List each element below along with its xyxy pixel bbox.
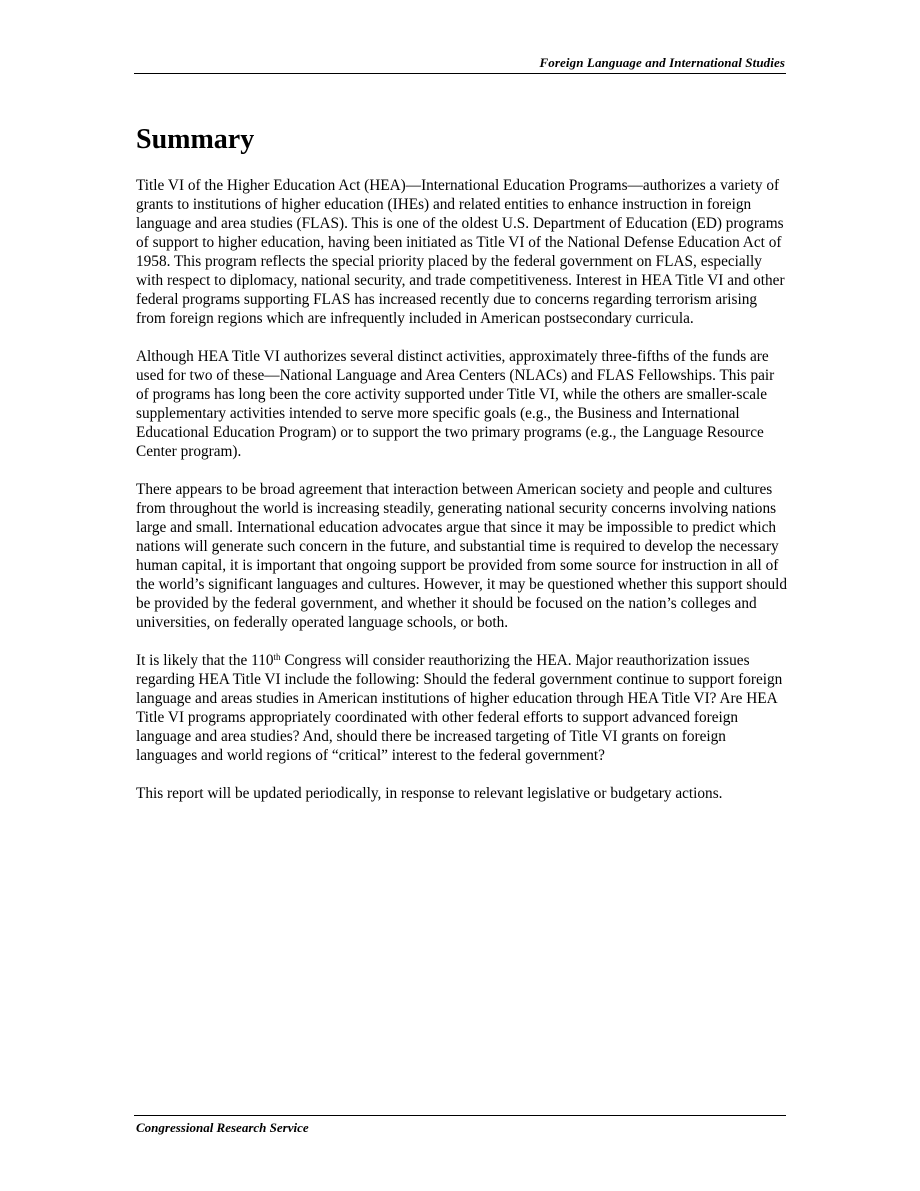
summary-paragraph-1: Title VI of the Higher Education Act (HEA)—International Education Programs—authorizes a variety of grants to institutions of higher education (IHEs) and related entities to enhance instruction in foreign language and area studies (FLAS). This is one of the oldest U.S. Department of Education (ED) programs of support to higher education, having been initiated as Title VI of the National Defense Education Act of 1958. This program reflects the special priority placed by the federal government on FLAS, especially with respect to diplomacy, national security, and trade competitiveness. Interest in HEA Title VI and other federal programs supporting FLAS has increased recently due to concerns regarding terrorism arising from foreign regions which are infrequently included in American postsecondary curricula. bbox=[136, 177, 785, 327]
summary-paragraph-4 bbox=[136, 651, 788, 765]
paragraph-4-lead: It is likely that the 110 bbox=[136, 651, 274, 669]
publisher-name: Congressional Research Service bbox=[136, 1120, 309, 1135]
ordinal-superscript: th bbox=[273, 651, 281, 662]
running-title: Foreign Language and International Studies bbox=[539, 55, 785, 70]
page-header bbox=[134, 54, 786, 74]
summary-body bbox=[136, 176, 788, 821]
summary-paragraph-5: This report will be updated periodically, in response to relevant legislative or budgetary actions. bbox=[136, 784, 723, 802]
summary-paragraph-3: There appears to be broad agreement that interaction between American society and people and cultures from throughout the world is increasing steadily, generating national security concerns involving nations large and small. International education advocates argue that since it may be impossible to predict which nations will generate such concern in the future, and substantial time is required to develop the necessary human capital, it is important that ongoing support be provided from some source for instruction in all of the world’s significant languages and cultures. However, it may be questioned whether this support should be provided by the federal government, and whether it should be focused on the nation’s colleges and universities, on federally operated language schools, or both. bbox=[136, 480, 788, 631]
page-footer bbox=[134, 1115, 786, 1135]
paragraph-4-rest: Congress will consider reauthorizing the HEA. Major reauthorization issues regarding HEA Title VI include the following: Should the federal government continue to support foreign language and areas studies in American institutions of higher education through HEA Title VI? Are HEA Title VI programs appropriately coordinated with other federal efforts to support advanced foreign language and area studies? And, should there be increased targeting of Title VI grants on foreign languages and world regions of “critical” interest to the federal government? bbox=[136, 651, 783, 764]
summary-heading: Summary bbox=[136, 124, 255, 155]
summary-paragraph-2: Although HEA Title VI authorizes several distinct activities, approximately three-fifths of the funds are used for two of these—National Language and Area Centers (NLACs) and FLAS Fellowships. This pair of programs has long been the core activity supported under Title VI, while the others are smaller-scale supplementary activities intended to serve more specific goals (e.g., the Business and International Educational Education Program) or to support the two primary programs (e.g., the Language Resource Center program). bbox=[136, 347, 775, 460]
